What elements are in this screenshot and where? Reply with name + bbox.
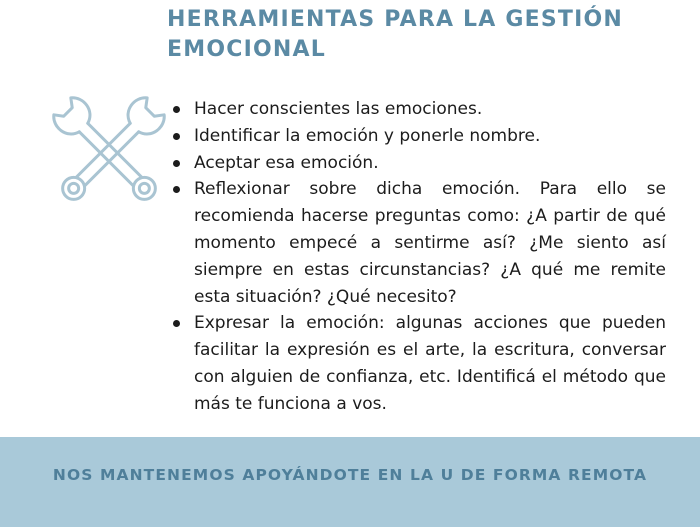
- page-title-line-1: HERRAMIENTAS PARA LA GESTIÓN: [167, 7, 623, 32]
- footer-text: NOS MANTENEMOS APOYÁNDOTE EN LA U DE FORMA REMOTA: [52, 466, 648, 484]
- page-title-line-2: EMOCIONAL: [167, 37, 326, 62]
- list-item: Identificar la emoción y ponerle nombre.: [170, 123, 666, 150]
- wrench-cross-icon: [48, 92, 170, 214]
- list-item: Reflexionar sobre dicha emoción. Para ello se recomienda hacerse preguntas como: ¿A partir de qué momento empecé a sentirme así? ¿Me siento así siempre en estas circunstancias? ¿A qué me remite esta situación? ¿Qué necesito?: [170, 176, 666, 310]
- list-item: Aceptar esa emoción.: [170, 150, 666, 177]
- page-title: [167, 5, 687, 65]
- list-item: Hacer conscientes las emociones.: [170, 96, 666, 123]
- list-item: Expresar la emoción: algunas acciones que pueden facilitar la expresión es el arte, la escritura, conversar con alguien de confianza, etc. Identificá el método que más te funciona a vos.: [170, 310, 666, 417]
- tools-list: [170, 96, 666, 418]
